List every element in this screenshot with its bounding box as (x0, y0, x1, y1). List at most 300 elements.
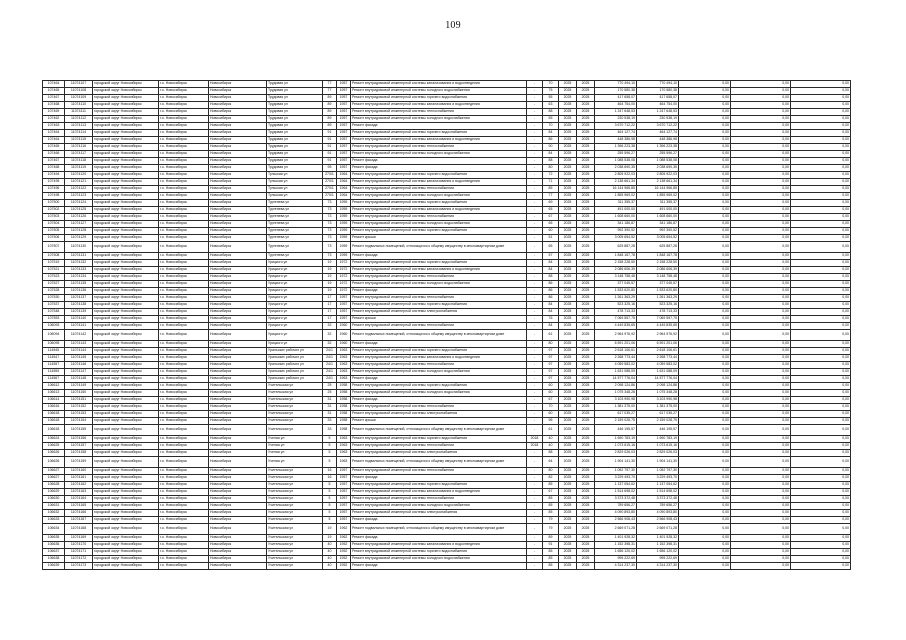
cell-plan-year-start: 2025 (559, 302, 577, 309)
cell-work-type: Ремонт внутридомовой инженерной системы горячего водоснабжения (351, 172, 527, 179)
cell-settlement: г.о. Новосибирск (159, 302, 209, 309)
cell-street: Учительская ул (267, 524, 323, 535)
cell-settlement: г.о. Новосибирск (159, 436, 209, 443)
cell-total-cost: 2 829 026,03 (595, 450, 637, 457)
cell-last-repair-year: - (527, 130, 543, 137)
cell-settlement: г.о. Новосибирск (159, 411, 209, 418)
cell-owners-funds: 0,00 (791, 288, 851, 295)
cell-wear-percent: 86 (543, 288, 559, 295)
cell-work-type: Ремонт внутридомовой инженерной системы теплоснабжения (351, 468, 527, 475)
cell-build-year: 1958 (337, 425, 351, 436)
cell-row-id: 107496 (43, 186, 65, 193)
cell-wear-percent: 65 (543, 221, 559, 228)
cell-house-number: 5 (323, 436, 337, 443)
cell-local-budget: 0,00 (731, 214, 791, 221)
table-row (43, 200, 851, 207)
cell-settlement: г.о. Новосибирск (159, 281, 209, 288)
cell-plan-year-end: 2025 (577, 482, 595, 489)
cell-owners-funds: 0,00 (791, 274, 851, 281)
cell-build-year: 1957 (337, 489, 351, 496)
cell-fund-cost: 2 159 028,75 (637, 418, 679, 425)
cell-locality: Новосибирск (209, 158, 267, 165)
cell-owners-funds: 0,00 (791, 200, 851, 207)
cell-regional-budget: 0,00 (679, 144, 731, 151)
cell-regional-budget: 0,00 (679, 123, 731, 130)
cell-regional-budget: 0,00 (679, 179, 731, 186)
cell-plan-year-start: 2025 (559, 137, 577, 144)
cell-work-type: Ремонт крыши (351, 235, 527, 242)
cell-wear-percent: 85 (543, 482, 559, 489)
cell-total-cost: 1 396 223,38 (595, 144, 637, 151)
cell-house-number: 24/1 (323, 355, 337, 362)
cell-locality: Новосибирск (209, 362, 267, 369)
cell-locality: Новосибирск (209, 510, 267, 517)
table-row (43, 348, 851, 355)
cell-local-budget: 0,00 (731, 436, 791, 443)
table-row (43, 253, 851, 260)
cell-fund-cost: 2 566 908,43 (637, 517, 679, 524)
cell-plan-year-end: 2025 (577, 235, 595, 242)
cell-row-id: 107521 (43, 267, 65, 274)
cell-regional-budget: 0,00 (679, 475, 731, 482)
cell-object-id: 11074150 (65, 390, 93, 397)
cell-regional-budget: 0,00 (679, 235, 731, 242)
cell-wear-percent: 88 (543, 274, 559, 281)
cell-owners-funds: 0,00 (791, 221, 851, 228)
cell-build-year: 1957 (337, 109, 351, 116)
cell-fund-cost: 6 591 201,06 (637, 341, 679, 348)
cell-street: Трудовая ул (267, 151, 323, 158)
cell-settlement: г.о. Новосибирск (159, 457, 209, 468)
cell-local-budget: 0,00 (731, 228, 791, 235)
cell-municipality: городской округ Новосибирск (93, 496, 159, 503)
cell-row-id: 107464 (43, 137, 65, 144)
cell-municipality: городской округ Новосибирск (93, 383, 159, 390)
cell-fund-cost: 2 964 976,92 (637, 330, 679, 341)
cell-locality: Новосибирск (209, 221, 267, 228)
cell-fund-cost: 448 386,98 (637, 137, 679, 144)
cell-street: Учительская ул (267, 411, 323, 418)
cell-object-id: 11074130 (65, 242, 93, 253)
cell-regional-budget: 0,00 (679, 295, 731, 302)
cell-settlement: г.о. Новосибирск (159, 274, 209, 281)
cell-plan-year-end: 2025 (577, 510, 595, 517)
table-row (43, 242, 851, 253)
cell-local-budget: 0,00 (731, 165, 791, 172)
cell-work-type: Ремонт фасада (351, 376, 527, 383)
cell-regional-budget: 0,00 (679, 535, 731, 542)
cell-house-number: 270/1 (323, 186, 337, 193)
cell-build-year: 1960 (337, 323, 351, 330)
cell-owners-funds: 0,00 (791, 425, 851, 436)
cell-regional-budget: 0,00 (679, 457, 731, 468)
cell-locality: Новосибирск (209, 116, 267, 123)
cell-object-id: 11074138 (65, 302, 93, 309)
cell-total-cost: 625 887,28 (595, 242, 637, 253)
cell-locality: Новосибирск (209, 450, 267, 457)
cell-owners-funds: 0,00 (791, 510, 851, 517)
cell-build-year: 1958 (337, 390, 351, 397)
cell-wear-percent: 85 (543, 549, 559, 556)
cell-municipality: городской округ Новосибирск (93, 200, 159, 207)
cell-work-type: Ремонт внутридомовой инженерной системы электроснабжения (351, 510, 527, 517)
cell-settlement: г.о. Новосибирск (159, 179, 209, 186)
cell-local-budget: 0,00 (731, 503, 791, 510)
cell-owners-funds: 0,00 (791, 369, 851, 376)
cell-plan-year-end: 2025 (577, 137, 595, 144)
cell-build-year: 1963 (337, 457, 351, 468)
cell-local-budget: 0,00 (731, 369, 791, 376)
cell-wear-percent: 61 (543, 330, 559, 341)
cell-street: Учительская ул (267, 418, 323, 425)
cell-object-id: 11074141 (65, 323, 93, 330)
cell-object-id: 11074148 (65, 376, 93, 383)
cell-house-number: 24/1 (323, 362, 337, 369)
cell-row-id: 107467 (43, 95, 65, 102)
cell-regional-budget: 0,00 (679, 496, 731, 503)
cell-local-budget: 0,00 (731, 341, 791, 348)
cell-locality: Новосибирск (209, 267, 267, 274)
cell-regional-budget: 0,00 (679, 158, 731, 165)
cell-total-cost: 446 195,57 (595, 425, 637, 436)
cell-plan-year-end: 2025 (577, 179, 595, 186)
cell-locality: Новосибирск (209, 468, 267, 475)
cell-plan-year-end: 2025 (577, 253, 595, 260)
cell-plan-year-start: 2025 (559, 443, 577, 450)
cell-fund-cost: 464 127,74 (637, 130, 679, 137)
cell-work-type: Ремонт внутридомовой инженерной системы горячего водоснабжения (351, 348, 527, 355)
cell-settlement: г.о. Новосибирск (159, 362, 209, 369)
cell-fund-cost: 4 090 893,80 (637, 510, 679, 517)
cell-build-year: 1963 (337, 450, 351, 457)
cell-house-number: 77 (323, 81, 337, 88)
cell-local-budget: 0,00 (731, 496, 791, 503)
cell-total-cost: 377 045,57 (595, 281, 637, 288)
cell-plan-year-start: 2025 (559, 116, 577, 123)
cell-build-year: 1957 (337, 302, 351, 309)
cell-work-type: Ремонт внутридомовой инженерной системы холодного водоснабжения (351, 281, 527, 288)
cell-regional-budget: 0,00 (679, 200, 731, 207)
cell-work-type: Ремонт внутридомовой инженерной системы электроснабжения (351, 411, 527, 418)
cell-municipality: городской округ Новосибирск (93, 411, 159, 418)
cell-row-id: 107468 (43, 102, 65, 109)
cell-local-budget: 0,00 (731, 200, 791, 207)
cell-row-id: 106626 (43, 457, 65, 468)
cell-local-budget: 0,00 (731, 450, 791, 457)
cell-street: Урицкого ул (267, 281, 323, 288)
cell-row-id: 107500 (43, 200, 65, 207)
cell-regional-budget: 0,00 (679, 397, 731, 404)
cell-regional-budget: 0,00 (679, 468, 731, 475)
cell-build-year: 1959 (337, 253, 351, 260)
table-row (43, 376, 851, 383)
cell-wear-percent: 88 (543, 109, 559, 116)
cell-owners-funds: 0,00 (791, 489, 851, 496)
cell-last-repair-year: - (527, 517, 543, 524)
cell-settlement: г.о. Новосибирск (159, 109, 209, 116)
cell-total-cost: 789 656,27 (595, 503, 637, 510)
cell-regional-budget: 0,00 (679, 369, 731, 376)
cell-work-type: Ремонт фасада (351, 123, 527, 130)
cell-owners-funds: 0,00 (791, 193, 851, 200)
cell-object-id: 11074118 (65, 158, 93, 165)
cell-row-id: 107498 (43, 193, 65, 200)
cell-work-type: Ремонт внутридомовой инженерной системы канализования и водоотведения (351, 355, 527, 362)
cell-owners-funds: 0,00 (791, 235, 851, 242)
cell-municipality: городской округ Новосибирск (93, 186, 159, 193)
cell-last-repair-year: - (527, 510, 543, 517)
cell-settlement: г.о. Новосибирск (159, 510, 209, 517)
cell-plan-year-start: 2025 (559, 475, 577, 482)
cell-house-number: 5 (323, 457, 337, 468)
cell-object-id: 11074173 (65, 563, 93, 570)
cell-house-number: 32 (323, 341, 337, 348)
cell-local-budget: 0,00 (731, 535, 791, 542)
cell-last-repair-year: - (527, 457, 543, 468)
cell-last-repair-year: - (527, 418, 543, 425)
cell-work-type: Ремонт подвальных помещений, относящихся к общему имуществу в многоквартирном доме (351, 242, 527, 253)
cell-total-cost: 3 103 990,98 (595, 397, 637, 404)
table-row (43, 542, 851, 549)
cell-fund-cost: 1 152 398,31 (637, 542, 679, 549)
cell-row-id: 107464 (43, 130, 65, 137)
cell-street: Трудовая ул (267, 123, 323, 130)
cell-municipality: городской округ Новосибирск (93, 88, 159, 95)
cell-row-id: 106627 (43, 468, 65, 475)
table-row (43, 235, 851, 242)
cell-owners-funds: 0,00 (791, 242, 851, 253)
cell-fund-cost: 1 396 223,38 (637, 144, 679, 151)
table-row (43, 436, 851, 443)
cell-object-id: 11074140 (65, 316, 93, 323)
cell-last-repair-year: - (527, 221, 543, 228)
cell-wear-percent: 77 (543, 193, 559, 200)
cell-work-type: Ремонт крыши (351, 418, 527, 425)
cell-wear-percent: 67 (543, 214, 559, 221)
cell-plan-year-start: 2025 (559, 242, 577, 253)
cell-municipality: городской округ Новосибирск (93, 443, 159, 450)
cell-house-number: 19 (323, 288, 337, 295)
cell-total-cost: 1 261 363,29 (595, 295, 637, 302)
cell-plan-year-end: 2025 (577, 563, 595, 570)
cell-house-number: 17 (323, 302, 337, 309)
cell-settlement: г.о. Новосибирск (159, 172, 209, 179)
cell-wear-percent: 55 (543, 95, 559, 102)
cell-plan-year-end: 2025 (577, 397, 595, 404)
cell-fund-cost: 170 580,38 (637, 88, 679, 95)
cell-row-id: 107463 (43, 123, 65, 130)
cell-regional-budget: 0,00 (679, 443, 731, 450)
cell-plan-year-start: 2025 (559, 130, 577, 137)
cell-locality: Новосибирск (209, 281, 267, 288)
table-row (43, 563, 851, 570)
cell-total-cost: 16 144 966,85 (595, 186, 637, 193)
table-row (43, 316, 851, 323)
cell-build-year: 1957 (337, 503, 351, 510)
cell-last-repair-year: - (527, 348, 543, 355)
cell-municipality: городской округ Новосибирск (93, 517, 159, 524)
table-row (43, 496, 851, 503)
cell-locality: Новосибирск (209, 563, 267, 570)
cell-work-type: Ремонт внутридомовой инженерной системы холодного водоснабжения (351, 369, 527, 376)
table-row (43, 549, 851, 556)
cell-locality: Новосибирск (209, 316, 267, 323)
cell-plan-year-start: 2025 (559, 482, 577, 489)
cell-object-id: 11074145 (65, 355, 93, 362)
cell-settlement: г.о. Новосибирск (159, 316, 209, 323)
cell-house-number: 19 (323, 535, 337, 542)
cell-last-repair-year: - (527, 274, 543, 281)
cell-object-id: 11074132 (65, 260, 93, 267)
cell-object-id: 11074158 (65, 450, 93, 457)
cell-owners-funds: 0,00 (791, 383, 851, 390)
table-row (43, 369, 851, 376)
cell-house-number: 5 (323, 450, 337, 457)
cell-build-year: 1972 (337, 267, 351, 274)
cell-build-year: 1959 (337, 221, 351, 228)
cell-settlement: г.о. Новосибирск (159, 549, 209, 556)
cell-plan-year-start: 2025 (559, 348, 577, 355)
cell-work-type: Ремонт внутридомовой инженерной системы канализования и водоотведения (351, 137, 527, 144)
cell-fund-cost: 446 195,57 (637, 425, 679, 436)
cell-build-year: 1962 (337, 535, 351, 542)
cell-regional-budget: 0,00 (679, 260, 731, 267)
cell-locality: Новосибирск (209, 496, 267, 503)
cell-last-repair-year: - (527, 535, 543, 542)
cell-fund-cost: 995 222,69 (637, 556, 679, 563)
cell-street: Тургенева ул (267, 207, 323, 214)
cell-wear-percent: 90 (543, 144, 559, 151)
cell-wear-percent: 61 (543, 425, 559, 436)
cell-plan-year-end: 2025 (577, 549, 595, 556)
cell-wear-percent: 63 (543, 102, 559, 109)
table-row (43, 295, 851, 302)
cell-plan-year-end: 2025 (577, 369, 595, 376)
cell-fund-cost: 1 855 969,02 (637, 193, 679, 200)
cell-owners-funds: 0,00 (791, 228, 851, 235)
cell-row-id: 107494 (43, 172, 65, 179)
cell-object-id: 11074157 (65, 443, 93, 450)
table-row (43, 411, 851, 418)
cell-locality: Новосибирск (209, 517, 267, 524)
cell-plan-year-start: 2025 (559, 496, 577, 503)
cell-street: Учительская ул (267, 535, 323, 542)
cell-row-id: 114557 (43, 362, 65, 369)
cell-plan-year-start: 2025 (559, 109, 577, 116)
cell-municipality: городской округ Новосибирск (93, 524, 159, 535)
cell-plan-year-end: 2025 (577, 418, 595, 425)
cell-local-budget: 0,00 (731, 137, 791, 144)
cell-wear-percent: 82 (543, 475, 559, 482)
cell-row-id: 114559 (43, 369, 65, 376)
cell-fund-cost: 4 449 835,65 (637, 323, 679, 330)
cell-wear-percent: 97 (543, 355, 559, 362)
cell-municipality: городской округ Новосибирск (93, 376, 159, 383)
cell-local-budget: 0,00 (731, 404, 791, 411)
cell-regional-budget: 0,00 (679, 542, 731, 549)
cell-local-budget: 0,00 (731, 260, 791, 267)
cell-street: Ученая ул (267, 457, 323, 468)
cell-plan-year-start: 2025 (559, 510, 577, 517)
cell-house-number: 73 (323, 200, 337, 207)
cell-plan-year-end: 2025 (577, 330, 595, 341)
cell-last-repair-year: - (527, 207, 543, 214)
cell-fund-cost: 4 314 237,30 (637, 563, 679, 570)
cell-house-number: 5 (323, 482, 337, 489)
cell-object-id: 11074122 (65, 186, 93, 193)
cell-wear-percent: 84 (543, 309, 559, 316)
cell-regional-budget: 0,00 (679, 186, 731, 193)
cell-plan-year-start: 2025 (559, 102, 577, 109)
cell-build-year: 1959 (337, 228, 351, 235)
cell-row-id: 106616 (43, 404, 65, 411)
cell-build-year: 1964 (337, 186, 351, 193)
cell-build-year: 1957 (337, 316, 351, 323)
cell-total-cost: 523 325,16 (595, 302, 637, 309)
cell-build-year: 1957 (337, 482, 351, 489)
cell-total-cost: 1 656 120,02 (595, 549, 637, 556)
cell-fund-cost: 2 829 026,03 (637, 450, 679, 457)
cell-build-year: 1960 (337, 330, 351, 341)
cell-object-id: 11074146 (65, 362, 93, 369)
cell-plan-year-start: 2025 (559, 355, 577, 362)
cell-settlement: г.о. Новосибирск (159, 102, 209, 109)
cell-object-id: 11074107 (65, 81, 93, 88)
cell-municipality: городской округ Новосибирск (93, 165, 159, 172)
cell-locality: Новосибирск (209, 186, 267, 193)
cell-wear-percent: 80 (543, 468, 559, 475)
cell-local-budget: 0,00 (731, 475, 791, 482)
cell-house-number: 40 (323, 549, 337, 556)
cell-regional-budget: 0,00 (679, 404, 731, 411)
cell-plan-year-end: 2025 (577, 165, 595, 172)
cell-plan-year-end: 2025 (577, 443, 595, 450)
cell-plan-year-end: 2025 (577, 102, 595, 109)
cell-total-cost: 1 381 375,00 (595, 404, 637, 411)
cell-regional-budget: 0,00 (679, 309, 731, 316)
cell-regional-budget: 0,00 (679, 228, 731, 235)
cell-municipality: городской округ Новосибирск (93, 355, 159, 362)
cell-plan-year-end: 2025 (577, 475, 595, 482)
cell-last-repair-year: - (527, 425, 543, 436)
cell-house-number: 24/1 (323, 348, 337, 355)
cell-wear-percent: 71 (543, 179, 559, 186)
cell-local-budget: 0,00 (731, 549, 791, 556)
cell-fund-cost: 1 261 363,29 (637, 295, 679, 302)
cell-last-repair-year: - (527, 524, 543, 535)
cell-house-number: 24/1 (323, 369, 337, 376)
table-row (43, 281, 851, 288)
cell-plan-year-end: 2025 (577, 221, 595, 228)
cell-work-type: Ремонт внутридомовой инженерной системы теплоснабжения (351, 109, 527, 116)
cell-regional-budget: 0,00 (679, 95, 731, 102)
cell-build-year: 1957 (337, 116, 351, 123)
cell-fund-cost: 2 158 228,50 (637, 260, 679, 267)
cell-row-id: 107548 (43, 309, 65, 316)
cell-total-cost: 2 159 028,75 (595, 418, 637, 425)
cell-last-repair-year: - (527, 341, 543, 348)
cell-row-id: 107464 (43, 81, 65, 88)
cell-plan-year-end: 2025 (577, 130, 595, 137)
cell-regional-budget: 0,00 (679, 81, 731, 88)
cell-plan-year-end: 2025 (577, 309, 595, 316)
cell-municipality: городской округ Новосибирск (93, 549, 159, 556)
table-row (43, 214, 851, 221)
cell-object-id: 11074112 (65, 116, 93, 123)
cell-wear-percent: 84 (543, 323, 559, 330)
cell-settlement: г.о. Новосибирск (159, 81, 209, 88)
cell-total-cost: 464 754,00 (595, 102, 637, 109)
